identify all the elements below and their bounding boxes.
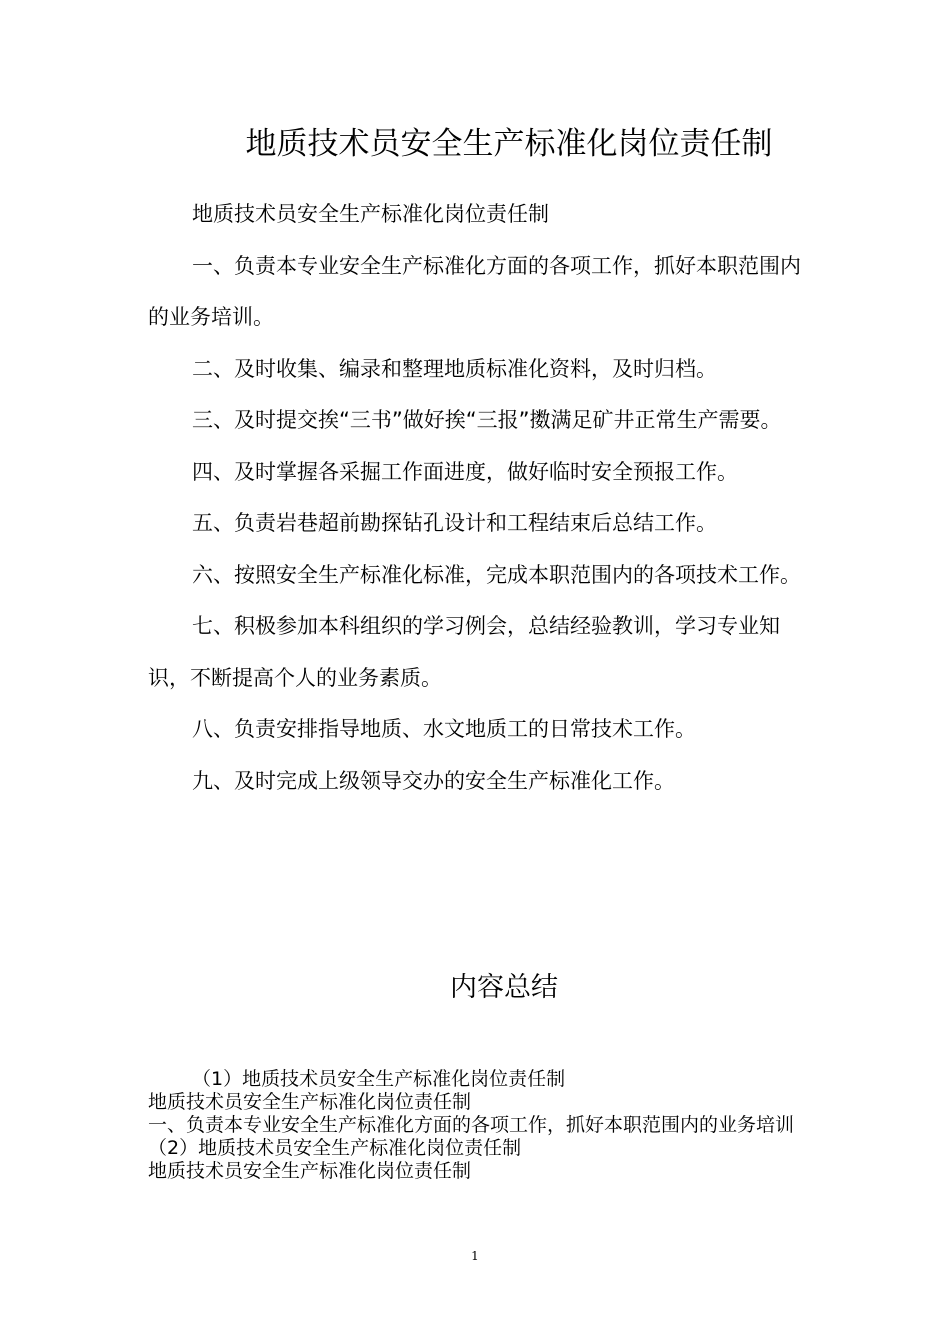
summary-line: 一、负责本专业安全生产标准化方面的各项工作，抓好本职范围内的业务培训 [148,1114,795,1136]
body-paragraph: 一、负责本专业安全生产标准化方面的各项工作，抓好本职范围内的业务培训。 [148,253,801,329]
page-number: 1 [471,1249,479,1263]
body-paragraph: 五、负责岩巷超前勘探钻孔设计和工程结束后总结工作。 [192,511,717,535]
document-title: 地质技术员安全生产标准化岗位责任制 [245,126,773,162]
body-paragraph: 二、及时收集、编录和整理地质标准化资料，及时归档。 [192,356,717,381]
summary-block [148,1068,808,1183]
summary-line: 地质技术员安全生产标准化岗位责任制 [148,1160,472,1182]
body-paragraph: 六、按照安全生产标准化标准，完成本职范围内的各项技术工作。 [192,562,801,587]
document-body [148,189,808,807]
body-paragraph: 九、及时完成上级领导交办的安全生产标准化工作。 [192,768,675,793]
body-paragraph: 八、负责安排指导地质、水文地质工的日常技术工作。 [192,717,696,741]
body-paragraph: 四、及时掌握各采掘工作面进度，做好临时安全预报工作。 [192,459,738,484]
body-paragraph: 地质技术员安全生产标准化岗位责任制 [192,202,549,226]
body-paragraph: 三、及时提交挨“三书”做好挨“三报”擞满足矿井正常生产需要。 [192,408,782,432]
body-paragraph: 七、积极参加本科组织的学习例会，总结经验教训，学习专业知识，不断提高个人的业务素质。 [148,614,780,690]
summary-line: （2）地质技术员安全生产标准化岗位责任制 [148,1137,522,1159]
summary-line: （1）地质技术员安全生产标准化岗位责任制 [192,1068,566,1090]
summary-heading: 内容总结 [450,972,558,1003]
summary-line: 地质技术员安全生产标准化岗位责任制 [148,1091,472,1113]
